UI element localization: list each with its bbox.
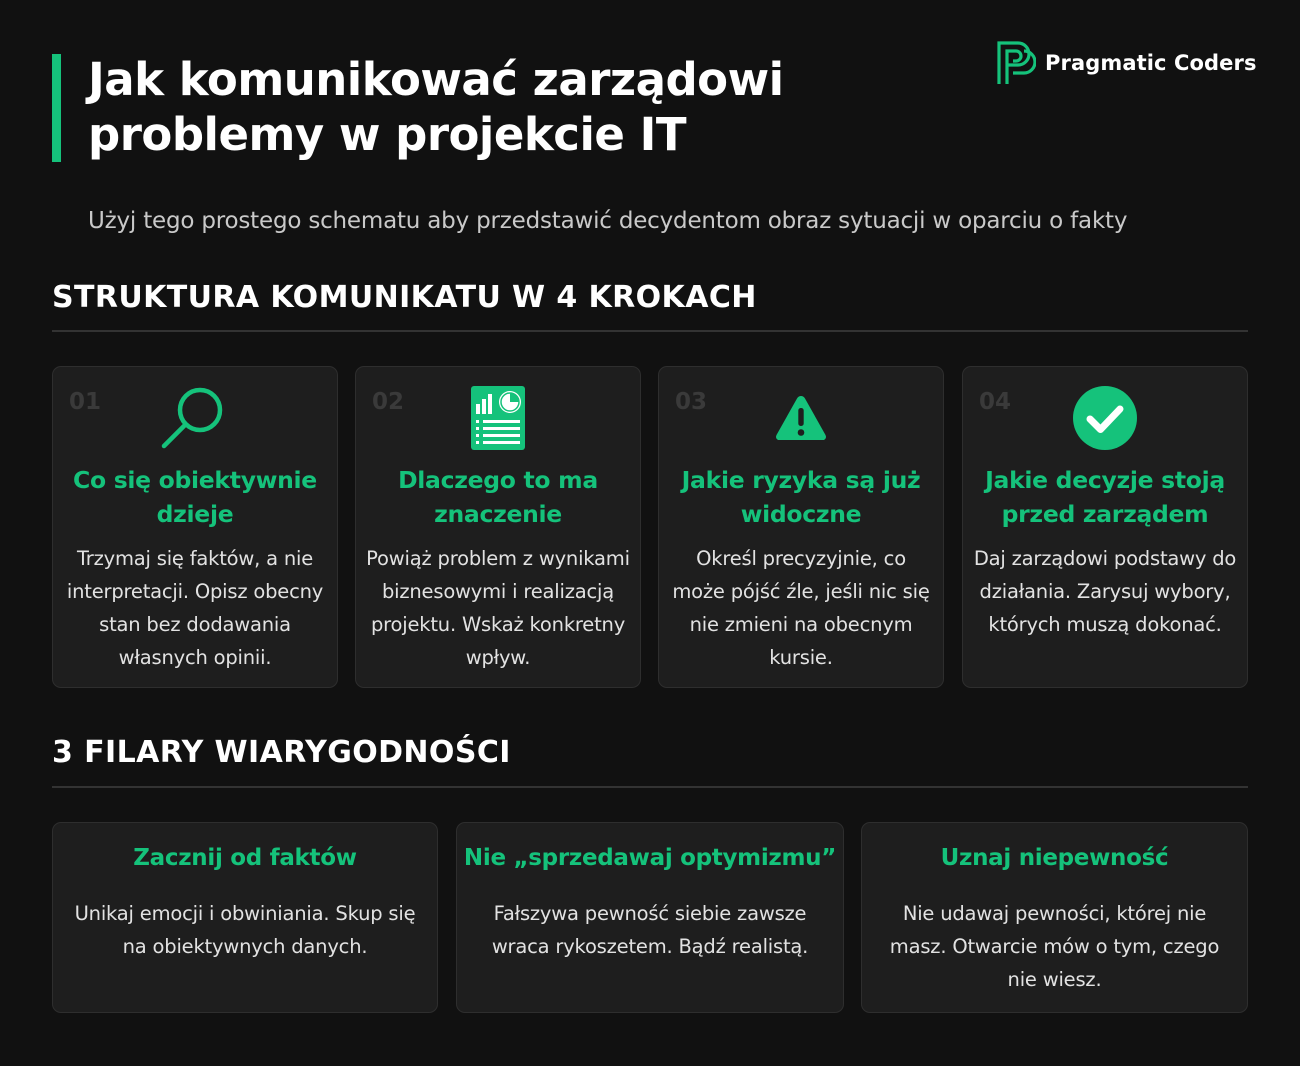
brand-name: Pragmatic Coders: [1045, 51, 1257, 75]
step-heading: Dlaczego to ma znaczenie: [398, 466, 598, 528]
step-description: Określ precyzyjnie, co może pójść źle, jeśli nic się nie zmieni na obecnym kursie.: [672, 547, 930, 669]
page-title: [88, 52, 908, 162]
step-heading: Jakie ryzyka są już widoczne: [681, 466, 921, 528]
pillar-card-3: [861, 822, 1248, 1013]
step-number: 03: [675, 389, 708, 415]
section-divider: [52, 786, 1248, 788]
warning-triangle-icon: [766, 383, 836, 453]
step-number: 01: [69, 389, 102, 415]
section-divider: [52, 330, 1248, 332]
step-description: Daj zarządowi podstawy do działania. Zarysuj wybory, których muszą dokonać.: [973, 547, 1237, 636]
step-card-4: [962, 366, 1248, 688]
page-subtitle: Użyj tego prostego schematu aby przedstawić decydentom obraz sytuacji w oparciu o fakty: [88, 208, 1128, 234]
step-heading: Co się obiektywnie dzieje: [73, 466, 317, 528]
pillar-description: Nie udawaj pewności, której nie masz. Otwarcie mów o tym, czego nie wiesz.: [889, 902, 1220, 991]
step-card-3: [658, 366, 944, 688]
section-title-pillars: 3 FILARY WIARYGODNOŚCI: [52, 735, 511, 770]
step-number: 04: [979, 389, 1012, 415]
brand-logo: [996, 40, 1257, 86]
pillar-card-1: [52, 822, 438, 1013]
step-number: 02: [372, 389, 405, 415]
title-accent-bar: [52, 54, 61, 162]
pillar-description: Fałszywa pewność siebie zawsze wraca rykoszetem. Bądź realistą.: [491, 902, 809, 958]
page-title-line-1: Jak komunikować zarządowi: [88, 53, 784, 106]
step-description: Trzymaj się faktów, a nie interpretacji. Opisz obecny stan bez dodawania własnych opinii.: [66, 547, 324, 669]
step-card-1: [52, 366, 338, 688]
page-title-line-2: problemy w projekcie IT: [88, 108, 687, 161]
step-description: Powiąż problem z wynikami biznesowymi i realizacją projektu. Wskaż konkretny wpływ.: [366, 547, 630, 669]
check-circle-icon: [1070, 383, 1140, 453]
pillar-card-2: [456, 822, 844, 1013]
pillar-description: Unikaj emocji i obwiniania. Skup się na obiektywnych danych.: [74, 902, 416, 958]
step-heading: Jakie decyzje stoją przed zarządem: [985, 466, 1225, 528]
section-title-steps: STRUKTURA KOMUNIKATU W 4 KROKACH: [52, 280, 757, 315]
magnifier-icon: [160, 383, 230, 453]
report-chart-icon: [463, 383, 533, 453]
step-card-2: [355, 366, 641, 688]
pillar-heading: Zacznij od faktów: [133, 845, 357, 871]
pc-monogram-icon: [996, 40, 1036, 86]
pillar-heading: Nie „sprzedawaj optymizmu”: [463, 845, 837, 871]
pillar-heading: Uznaj niepewność: [940, 845, 1169, 871]
